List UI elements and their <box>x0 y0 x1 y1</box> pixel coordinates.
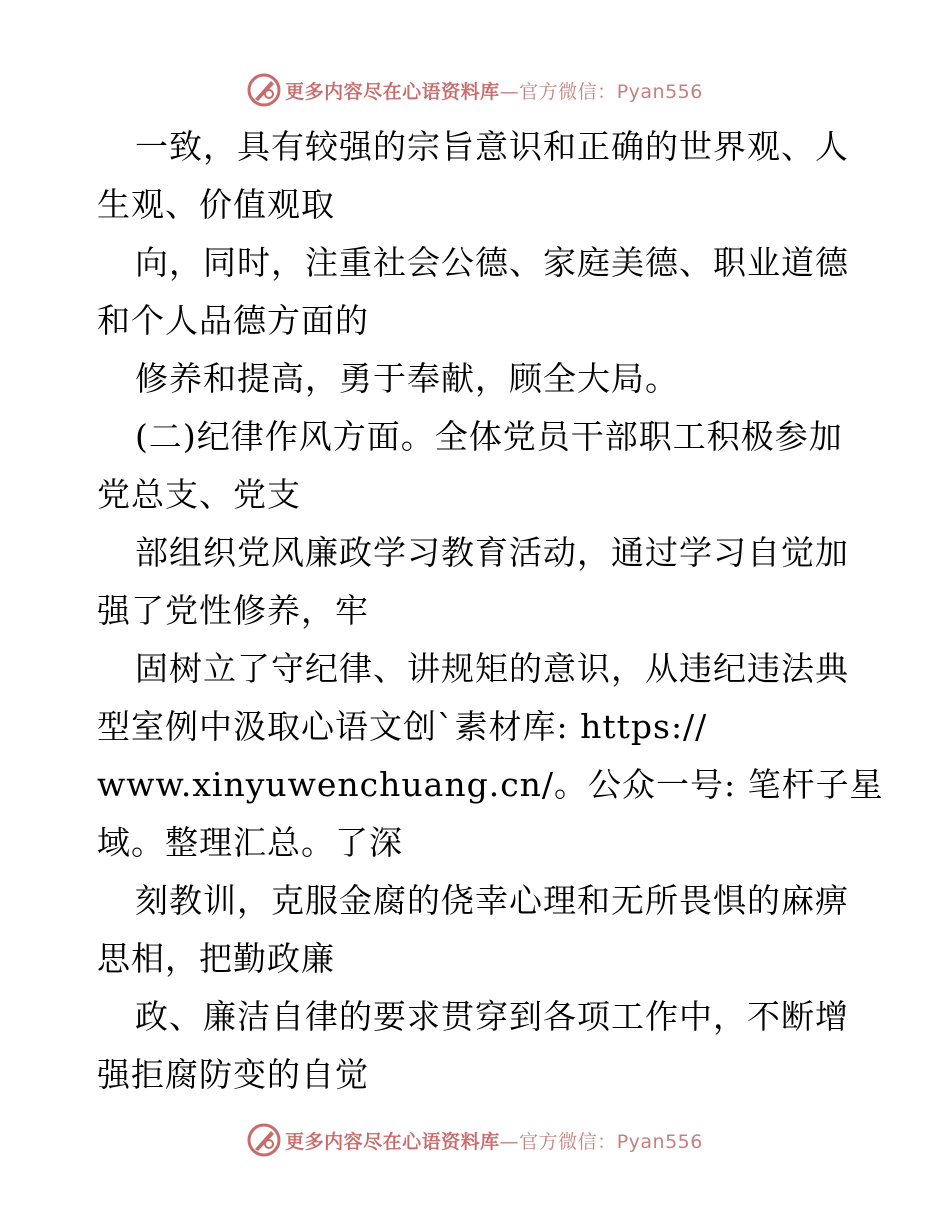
text-line: 和个人品德方面的 <box>97 301 369 340</box>
footer-banner <box>0 1120 950 1160</box>
footer-official-text: 官方微信： <box>519 1130 617 1153</box>
text-line: 修养和提高，勇于奉献，顾全大局。 <box>135 359 679 398</box>
text-line: 生观、价值观取 <box>97 185 335 224</box>
header-separator: — <box>499 80 520 103</box>
footer-text <box>285 1127 703 1154</box>
text-line: 政、廉洁自律的要求贯穿到各项工作中，不断增 <box>135 997 849 1036</box>
text-line: 思相，把勤政廉 <box>97 939 335 978</box>
text-line: 强拒腐防变的自觉 <box>97 1055 369 1094</box>
text-line: 党总支、党支 <box>97 475 301 514</box>
header-text <box>285 77 703 104</box>
header-wechat-id: Pyan556 <box>616 80 703 103</box>
text-line: 型室例中汲取心语文创`素材库: https:// <box>97 707 708 746</box>
text-line: 强了党性修养，牢 <box>97 591 369 630</box>
text-line: 部组织党风廉政学习教育活动，通过学习自觉加 <box>135 533 849 572</box>
text-line: 域。整理汇总。了深 <box>97 823 403 862</box>
text-line: 固树立了守纪律、讲规矩的意识，从违纪违法典 <box>135 649 849 688</box>
text-line: 刻教训，克服金腐的侥幸心理和无所畏惧的麻痹 <box>135 881 849 920</box>
header-official-text: 官方微信： <box>519 80 617 103</box>
text-line: 向，同时，注重社会公德、家庭美德、职业道德 <box>135 243 849 282</box>
text-line: 一致，具有较强的宗旨意识和正确的世界观、人 <box>135 127 849 166</box>
footer-separator: — <box>499 1130 520 1153</box>
header-banner <box>0 70 950 110</box>
header-brand-text: 更多内容尽在心语资料库 <box>285 80 500 103</box>
quill-pen-logo-icon <box>247 73 281 107</box>
text-line: (二)纪律作风方面。全体党员干部职工积极参加 <box>135 417 843 456</box>
quill-pen-logo-icon <box>247 1123 281 1157</box>
footer-brand-text: 更多内容尽在心语资料库 <box>285 1130 500 1153</box>
document-body <box>97 118 884 1104</box>
footer-wechat-id: Pyan556 <box>616 1130 703 1153</box>
text-line: www.xinyuwenchuang.cn/。公众一号: 笔杆子星 <box>97 765 884 804</box>
